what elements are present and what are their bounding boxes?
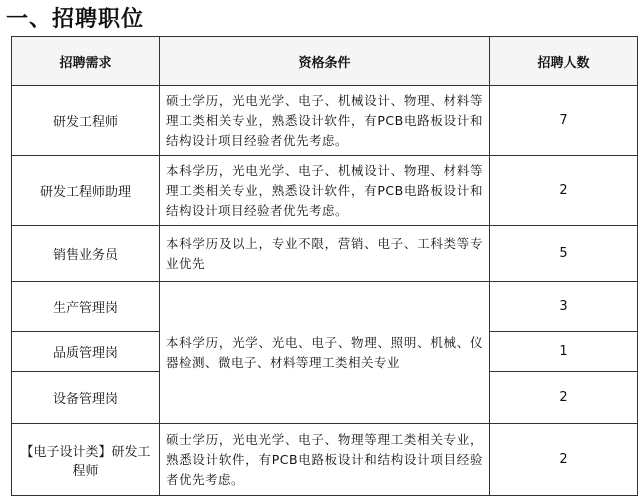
- requirement-cell: 设备管理岗: [12, 372, 160, 424]
- requirement-cell: 品质管理岗: [12, 332, 160, 372]
- table-row: [12, 156, 638, 226]
- headcount-cell: 2: [490, 156, 638, 226]
- requirement-cell: 销售业务员: [12, 226, 160, 282]
- requirement-cell: 【电子设计类】研发工程师: [12, 424, 160, 496]
- requirement-cell: 研发工程师: [12, 86, 160, 156]
- header-requirement: 招聘需求: [12, 37, 160, 86]
- header-headcount: 招聘人数: [490, 37, 638, 86]
- requirement-cell: 研发工程师助理: [12, 156, 160, 226]
- qualification-cell: 硕士学历，光电光学、电子、机械设计、物理、材料等理工类相关专业，熟悉设计软件，有PCB电路板设计和结构设计项目经验者优先考虑。: [160, 86, 490, 156]
- qualification-cell: 本科学历，光学、光电、电子、物理、照明、机械、仪器检测、微电子、材料等理工类相关专业: [160, 282, 490, 424]
- qualification-cell: 硕士学历，光电光学、电子、物理等理工类相关专业，熟悉设计软件，有PCB电路板设计和结构设计项目经验者优先考虑。: [160, 424, 490, 496]
- headcount-cell: 5: [490, 226, 638, 282]
- table-row: [12, 86, 638, 156]
- headcount-cell: 1: [490, 332, 638, 372]
- header-qualification: 资格条件: [160, 37, 490, 86]
- table-row: [12, 282, 638, 332]
- table-row: [12, 424, 638, 496]
- requirement-cell: 生产管理岗: [12, 282, 160, 332]
- table-row: [12, 226, 638, 282]
- headcount-cell: 3: [490, 282, 638, 332]
- headcount-cell: 2: [490, 424, 638, 496]
- headcount-cell: 2: [490, 372, 638, 424]
- table-header-row: [12, 37, 638, 86]
- section-heading: 一、招聘职位: [6, 7, 145, 32]
- qualification-cell: 本科学历，光电光学、电子、机械设计、物理、材料等理工类相关专业，熟悉设计软件，有PCB电路板设计和结构设计项目经验者优先考虑。: [160, 156, 490, 226]
- qualification-cell: 本科学历及以上，专业不限，营销、电子、工科类等专业优先: [160, 226, 490, 282]
- headcount-cell: 7: [490, 86, 638, 156]
- job-table: [11, 36, 638, 496]
